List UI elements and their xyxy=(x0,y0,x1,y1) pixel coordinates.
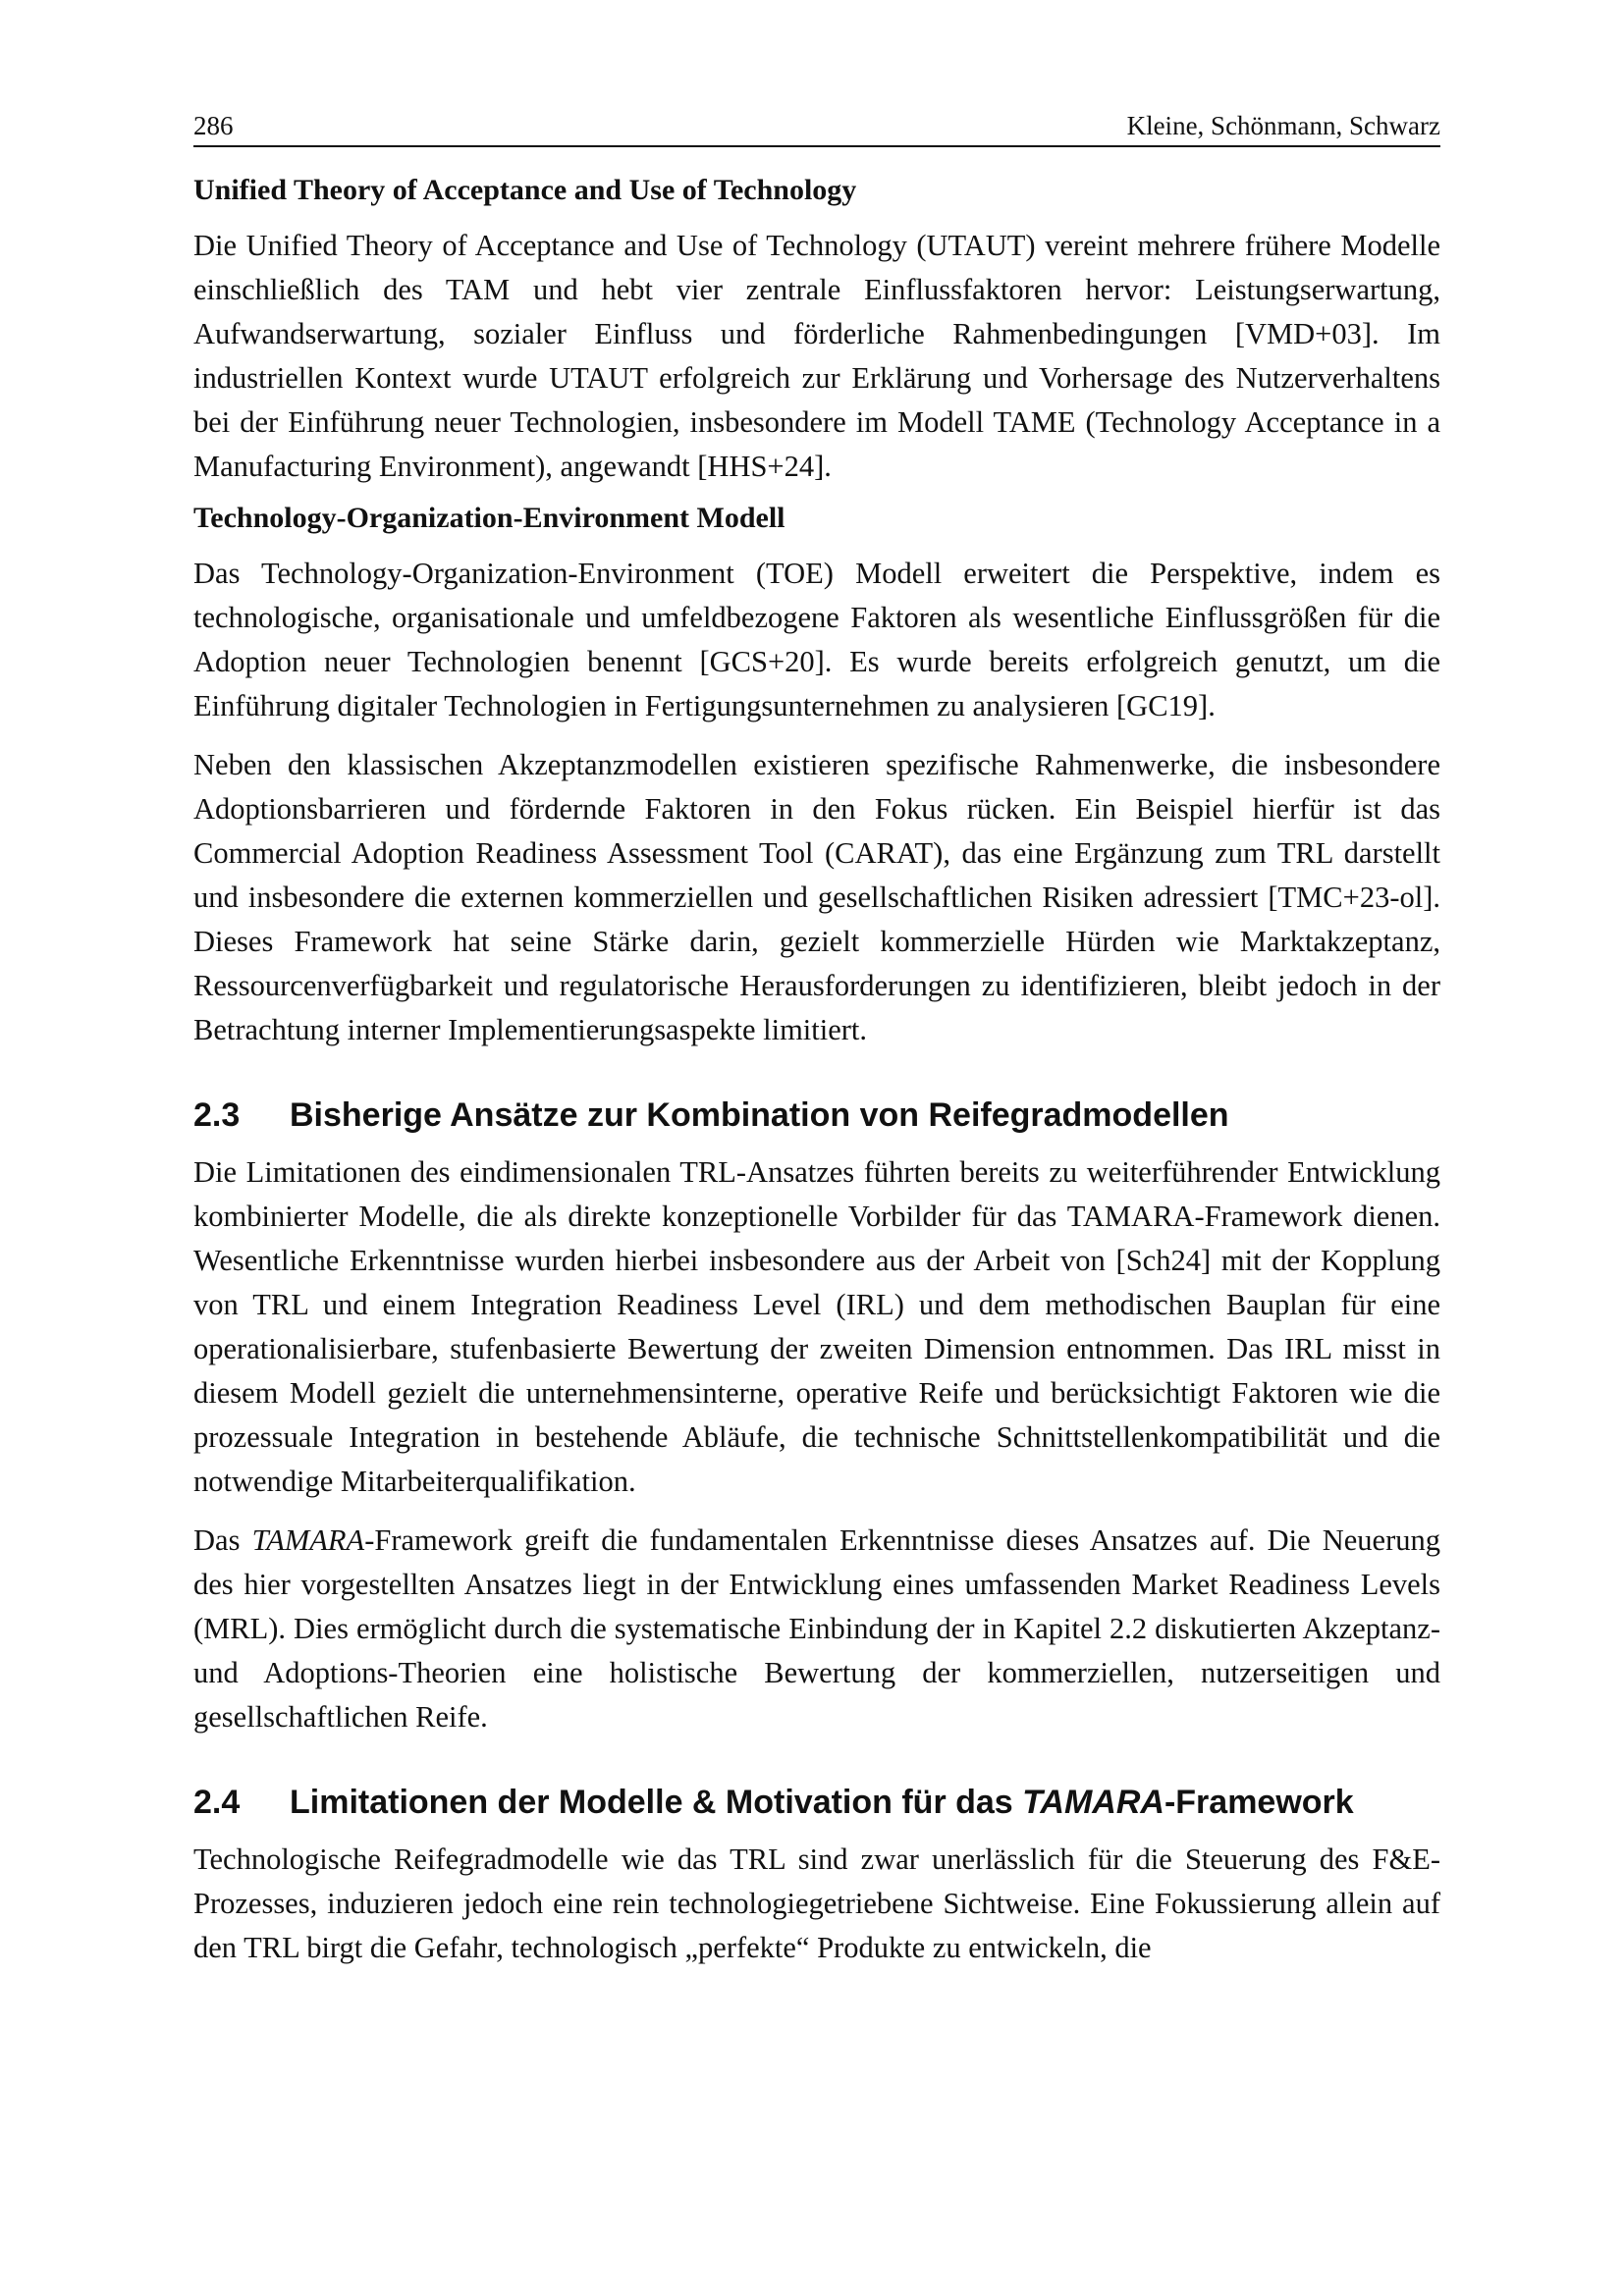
framework-name: TAMARA xyxy=(251,1523,365,1557)
section-number: 2.3 xyxy=(193,1096,241,1134)
section-heading-2-4 xyxy=(193,1781,1440,1824)
running-header xyxy=(193,110,1440,147)
section-title xyxy=(290,1781,1354,1824)
paragraph-carat: Neben den klassischen Akzeptanzmodellen existieren spezifische Rahmenwerke, die insbesondere Adoptionsbarrieren und fördernde Faktoren in den Fokus rücken. Ein Beispiel hierfür ist das Commercial Adoption Readiness Assessment Tool (CARAT), das eine Ergänzung zum TRL darstellt und insbesondere die externen kommerziellen und gesellschaftlichen Risiken adressiert [TMC+23-ol]. Dieses Framework hat seine Stärke darin, gezielt kommerzielle Hürden wie Marktakzeptanz, Ressourcenverfügbarkeit und regulatorische Herausforderungen zu identifizieren, bleibt jedoch in der Betrachtung interner Implementierungsaspekte limitiert. xyxy=(193,748,1440,1046)
paragraph-limitations: Technologische Reifegradmodelle wie das TRL sind zwar unerlässlich für die Steuerung des F&E-Prozesses, induzieren jedoch eine rein technologiegetriebene Sichtweise. Eine Fokussierung allein auf den TRL birgt die Gefahr, technologisch „perfekte“ Produkte zu entwickeln, die xyxy=(193,1842,1440,1964)
paragraph-text: -Framework greift die fundamentalen Erkenntnisse dieses Ansatzes auf. Die Neuerung des hier vorgestellten Ansatzes liegt in der Entwicklung eines umfassenden Market Readiness Levels (MRL). Dies ermöglicht durch die systematische Einbindung der in Kapitel 2.2 diskutierten Akzeptanz- und Adoptions-Theorien eine holistische Bewertung der kommerziellen, nutzerseitigen und gesellschaftlichen Reife. xyxy=(193,1523,1440,1734)
paragraph-combined-models: Die Limitationen des eindimensionalen TRL-Ansatzes führten bereits zu weiterführender Entwicklung kombinierter Modelle, die als direkte konzeptionelle Vorbilder für das TAMARA-Framework dienen. Wesentliche Erkenntnisse wurden hierbei insbesondere aus der Arbeit von [Sch24] mit der Kopplung von TRL und einem Integration Readiness Level (IRL) und dem methodischen Bauplan für eine operationalisierbare, stufenbasierte Bewertung der zweiten Dimension entnommen. Das IRL misst in diesem Modell gezielt die unternehmensinterne, operative Reife und berücksichtigt Faktoren wie die prozessuale Integration in bestehende Abläufe, die technische Schnittstellenkompatibilität und die notwendige Mitarbeiterqualifikation. xyxy=(193,1155,1440,1498)
page xyxy=(193,110,1440,1970)
title-text: -Framework xyxy=(1164,1784,1354,1821)
paragraph-toe: Das Technology-Organization-Environment (TOE) Modell erweitert die Perspektive, indem es technologische, organisationale und umfeldbezogene Faktoren als wesentliche Einflussgrößen für die Adoption neuer Technologien benennt [GCS+20]. Es wurde bereits erfolgreich genutzt, um die Einführung digitaler Technologien in Fertigungsunternehmen zu analysieren [GC19]. xyxy=(193,557,1440,722)
page-number: 286 xyxy=(193,111,234,140)
paragraph-utaut: Die Unified Theory of Acceptance and Use of Technology (UTAUT) vereint mehrere frühere Modelle einschließlich des TAM und hebt vier zentrale Einflussfaktoren hervor: Leistungserwartung, Aufwandserwartung, sozialer Einfluss und förderliche Rahmenbedingungen [VMD+03]. Im industriellen Kontext wurde UTAUT erfolgreich zur Erklärung und Vorhersage des Nutzerverhaltens bei der Einführung neuer Technologien, insbesondere im Modell TAME (Technology Acceptance in a Manufacturing Environment), angewandt [HHS+24]. xyxy=(193,229,1440,483)
paragraph-text: Das xyxy=(193,1523,252,1557)
subheading-toe: Technology-Organization-Environment Modell xyxy=(193,502,785,534)
framework-name: TAMARA xyxy=(1022,1784,1164,1821)
title-text: Limitationen der Modelle & Motivation für das xyxy=(290,1784,1023,1821)
section-number: 2.4 xyxy=(193,1784,241,1821)
section-title: Bisherige Ansätze zur Kombination von Reifegradmodellen xyxy=(290,1096,1229,1134)
section-heading-2-3 xyxy=(193,1094,1440,1137)
paragraph-tamara-framework xyxy=(193,1519,1440,1739)
subheading-utaut: Unified Theory of Acceptance and Use of Technology xyxy=(193,174,857,206)
running-header-authors: Kleine, Schönmann, Schwarz xyxy=(1126,111,1440,140)
